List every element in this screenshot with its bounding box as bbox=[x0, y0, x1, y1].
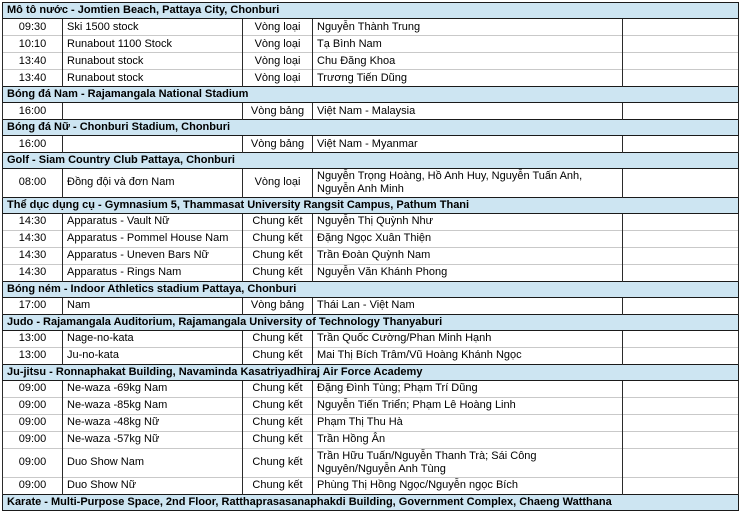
time-cell: 13:00 bbox=[3, 330, 63, 347]
schedule-table bbox=[2, 2, 739, 511]
time-cell: 09:00 bbox=[3, 397, 63, 414]
round-cell: Chung kết bbox=[243, 477, 313, 494]
names-cell: Chu Đăng Khoa bbox=[313, 53, 623, 70]
table-row bbox=[3, 448, 739, 477]
table-row bbox=[3, 347, 739, 364]
time-cell: 09:00 bbox=[3, 414, 63, 431]
event-cell: Nage-no-kata bbox=[63, 330, 243, 347]
names-cell: Thái Lan - Việt Nam bbox=[313, 297, 623, 314]
section-header: Mô tô nước - Jomtien Beach, Pattaya City, Chonburi bbox=[3, 3, 739, 19]
round-cell: Chung kết bbox=[243, 431, 313, 448]
notes-cell bbox=[623, 136, 739, 153]
section-row bbox=[3, 364, 739, 380]
notes-cell bbox=[623, 448, 739, 477]
event-cell: Apparatus - Pommel House Nam bbox=[63, 230, 243, 247]
event-cell: Runabout 1100 Stock bbox=[63, 36, 243, 53]
table-row bbox=[3, 19, 739, 36]
notes-cell bbox=[623, 264, 739, 281]
table-row bbox=[3, 103, 739, 120]
section-header: Ju-jitsu - Ronnaphakat Building, Navaminda Kasatriyadhiraj Air Force Academy bbox=[3, 364, 739, 380]
time-cell: 13:00 bbox=[3, 347, 63, 364]
section-row bbox=[3, 314, 739, 330]
event-cell: Ne-waza -57kg Nữ bbox=[63, 431, 243, 448]
names-cell: Đặng Ngọc Xuân Thiện bbox=[313, 230, 623, 247]
section-row bbox=[3, 153, 739, 169]
time-cell: 09:00 bbox=[3, 380, 63, 397]
round-cell: Chung kết bbox=[243, 213, 313, 230]
section-header: Thể dục dụng cụ - Gymnasium 5, Thammasat University Rangsit Campus, Pathum Thani bbox=[3, 197, 739, 213]
event-cell bbox=[63, 103, 243, 120]
table-row bbox=[3, 397, 739, 414]
round-cell: Chung kết bbox=[243, 230, 313, 247]
round-cell: Chung kết bbox=[243, 247, 313, 264]
section-row bbox=[3, 494, 739, 510]
time-cell: 14:30 bbox=[3, 213, 63, 230]
round-cell: Vòng bảng bbox=[243, 136, 313, 153]
time-cell: 14:30 bbox=[3, 230, 63, 247]
table-row bbox=[3, 297, 739, 314]
time-cell: 14:30 bbox=[3, 264, 63, 281]
round-cell: Chung kết bbox=[243, 380, 313, 397]
names-cell: Trần Đoàn Quỳnh Nam bbox=[313, 247, 623, 264]
round-cell: Vòng loại bbox=[243, 36, 313, 53]
notes-cell bbox=[623, 230, 739, 247]
time-cell: 09:00 bbox=[3, 431, 63, 448]
names-cell: Nguyễn Thành Trung bbox=[313, 19, 623, 36]
section-header: Judo - Rajamangala Auditorium, Rajamangala University of Technology Thanyaburi bbox=[3, 314, 739, 330]
names-cell: Nguyễn Văn Khánh Phong bbox=[313, 264, 623, 281]
event-cell: Runabout stock bbox=[63, 70, 243, 87]
table-row bbox=[3, 414, 739, 431]
names-cell: Trần Hồng Ân bbox=[313, 431, 623, 448]
notes-cell bbox=[623, 19, 739, 36]
section-header: Golf - Siam Country Club Pattaya, Chonburi bbox=[3, 153, 739, 169]
names-cell: Trần Hữu Tuấn/Nguyễn Thanh Trà; Sái Công Nguyên/Nguyễn Anh Tùng bbox=[313, 448, 623, 477]
time-cell: 10:10 bbox=[3, 36, 63, 53]
names-cell: Nguyễn Thị Quỳnh Như bbox=[313, 213, 623, 230]
round-cell: Vòng loại bbox=[243, 53, 313, 70]
event-cell: Duo Show Nữ bbox=[63, 477, 243, 494]
names-cell: Trần Quốc Cường/Phan Minh Hạnh bbox=[313, 330, 623, 347]
section-header: Bóng đá Nữ - Chonburi Stadium, Chonburi bbox=[3, 120, 739, 136]
round-cell: Chung kết bbox=[243, 330, 313, 347]
names-cell: Phùng Thị Hồng Ngọc/Nguyễn ngọc Bích bbox=[313, 477, 623, 494]
round-cell: Vòng bảng bbox=[243, 297, 313, 314]
round-cell: Vòng loại bbox=[243, 19, 313, 36]
table-row bbox=[3, 70, 739, 87]
notes-cell bbox=[623, 169, 739, 198]
event-cell: Runabout stock bbox=[63, 53, 243, 70]
round-cell: Vòng bảng bbox=[243, 103, 313, 120]
table-row bbox=[3, 330, 739, 347]
section-row bbox=[3, 3, 739, 19]
time-cell: 09:30 bbox=[3, 19, 63, 36]
notes-cell bbox=[623, 397, 739, 414]
round-cell: Vòng loại bbox=[243, 70, 313, 87]
section-row bbox=[3, 281, 739, 297]
event-cell: Ju-no-kata bbox=[63, 347, 243, 364]
time-cell: 09:00 bbox=[3, 448, 63, 477]
notes-cell bbox=[623, 347, 739, 364]
section-row bbox=[3, 197, 739, 213]
section-row bbox=[3, 87, 739, 103]
event-cell: Apparatus - Rings Nam bbox=[63, 264, 243, 281]
table-row bbox=[3, 213, 739, 230]
time-cell: 09:00 bbox=[3, 477, 63, 494]
event-cell: Duo Show Nam bbox=[63, 448, 243, 477]
time-cell: 17:00 bbox=[3, 297, 63, 314]
round-cell: Chung kết bbox=[243, 448, 313, 477]
event-cell: Ski 1500 stock bbox=[63, 19, 243, 36]
table-row bbox=[3, 380, 739, 397]
names-cell: Trương Tiến Dũng bbox=[313, 70, 623, 87]
notes-cell bbox=[623, 247, 739, 264]
notes-cell bbox=[623, 297, 739, 314]
table-row bbox=[3, 247, 739, 264]
notes-cell bbox=[623, 330, 739, 347]
event-cell: Ne-waza -48kg Nữ bbox=[63, 414, 243, 431]
notes-cell bbox=[623, 103, 739, 120]
round-cell: Chung kết bbox=[243, 397, 313, 414]
names-cell: Tạ Bình Nam bbox=[313, 36, 623, 53]
notes-cell bbox=[623, 36, 739, 53]
notes-cell bbox=[623, 414, 739, 431]
table-row bbox=[3, 53, 739, 70]
table-row bbox=[3, 230, 739, 247]
section-header: Bóng đá Nam - Rajamangala National Stadium bbox=[3, 87, 739, 103]
notes-cell bbox=[623, 53, 739, 70]
names-cell: Nguyễn Trọng Hoàng, Hồ Anh Huy, Nguyễn Tuấn Anh, Nguyễn Anh Minh bbox=[313, 169, 623, 198]
time-cell: 13:40 bbox=[3, 70, 63, 87]
table-row bbox=[3, 36, 739, 53]
names-cell: Việt Nam - Myanmar bbox=[313, 136, 623, 153]
section-row bbox=[3, 120, 739, 136]
event-cell: Ne-waza -69kg Nam bbox=[63, 380, 243, 397]
event-cell: Apparatus - Uneven Bars Nữ bbox=[63, 247, 243, 264]
time-cell: 14:30 bbox=[3, 247, 63, 264]
event-cell: Apparatus - Vault Nữ bbox=[63, 213, 243, 230]
names-cell: Việt Nam - Malaysia bbox=[313, 103, 623, 120]
section-header: Karate - Multi-Purpose Space, 2nd Floor, Ratthaprasasanaphakdi Building, Government Complex, Chaeng Watthana bbox=[3, 494, 739, 510]
names-cell: Mai Thị Bích Trâm/Vũ Hoàng Khánh Ngọc bbox=[313, 347, 623, 364]
round-cell: Chung kết bbox=[243, 414, 313, 431]
schedule-sheet bbox=[2, 2, 738, 511]
table-row bbox=[3, 431, 739, 448]
names-cell: Đặng Đình Tùng; Phạm Trí Dũng bbox=[313, 380, 623, 397]
names-cell: Phạm Thị Thu Hà bbox=[313, 414, 623, 431]
notes-cell bbox=[623, 70, 739, 87]
time-cell: 16:00 bbox=[3, 136, 63, 153]
names-cell: Nguyễn Tiến Triển; Phạm Lê Hoàng Linh bbox=[313, 397, 623, 414]
section-header: Bóng ném - Indoor Athletics stadium Pattaya, Chonburi bbox=[3, 281, 739, 297]
event-cell: Ne-waza -85kg Nam bbox=[63, 397, 243, 414]
round-cell: Chung kết bbox=[243, 264, 313, 281]
notes-cell bbox=[623, 380, 739, 397]
event-cell bbox=[63, 136, 243, 153]
time-cell: 16:00 bbox=[3, 103, 63, 120]
schedule-table-body bbox=[3, 3, 739, 511]
round-cell: Chung kết bbox=[243, 347, 313, 364]
table-row bbox=[3, 136, 739, 153]
event-cell: Đồng đội và đơn Nam bbox=[63, 169, 243, 198]
notes-cell bbox=[623, 431, 739, 448]
table-row bbox=[3, 264, 739, 281]
time-cell: 08:00 bbox=[3, 169, 63, 198]
time-cell: 13:40 bbox=[3, 53, 63, 70]
round-cell: Vòng loại bbox=[243, 169, 313, 198]
event-cell: Nam bbox=[63, 297, 243, 314]
notes-cell bbox=[623, 213, 739, 230]
table-row bbox=[3, 169, 739, 198]
